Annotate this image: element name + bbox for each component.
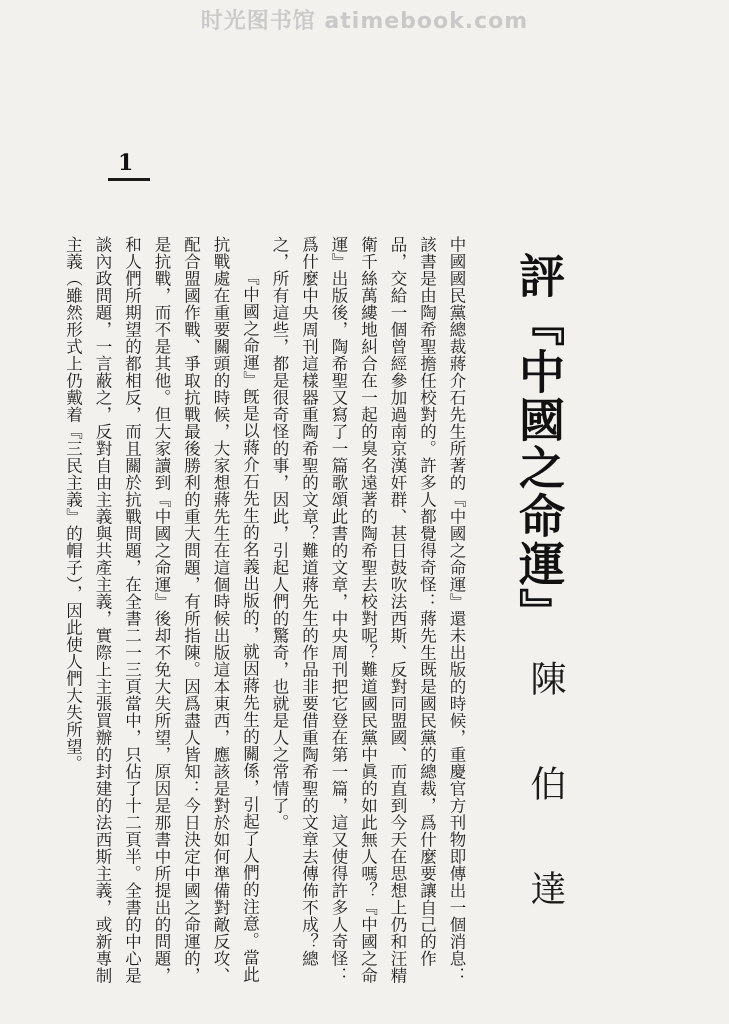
- article-author: 陳 伯 達: [525, 660, 566, 920]
- paragraph-2: 『中國之命運』旣是以蔣介石先生的名義出版的，就因蔣先生的關係，引起了人們的注意。當此抗戰處在重要關頭的時候，大家想蔣先生在這個時候出版這本東西，應該是對於如何準備對敵反攻、配合盟國作戰、爭取抗戰最後勝利的重大問題，有所指陳。因爲盡人皆知：今日決定中國之命運的，是抗戰，而不是其他。但大家讀到『中國之命運』後却不免大失所望，原因是那書中所提出的問題，和人們所期望的都相反，而且關於抗戰問題，在全書二一三頁當中，只佔了十二頁半。全書的中心是談內政問題，一言蔽之，反對自由主義與共產主義，實際上主張買辦的封建的法西斯主義，或新專制主義（雖然形式上仍戴着『三民主義』的帽子），因此使人們大失所望。: [63, 236, 260, 984]
- page-number-rule: [108, 178, 150, 181]
- page-number: 1: [118, 150, 134, 176]
- site-watermark: 时光图书馆 atimebook.com: [200, 9, 529, 34]
- paragraph-1: 中國國民黨總裁蔣介石先生所著的『中國之命運』還未出版的時候，重慶官方刊物即傳出一個消息：該書是由陶希聖擔任校對的。許多人都覺得奇怪：蔣先生既是國民黨的總裁，爲什麼要讓自己的作品，交給一個曾經參加過南京漢奸群、甚日鼓吹法西斯、反對同盟國、而直到今天在思想上仍和汪精衛千絲萬縷地糾合在一起的臭名遠著的陶希聖去校對呢？難道國民黨中眞的如此無人嗎？『中國之命運』出版後，陶希聖又寫了一篇歌頌此書的文章，中央周刊把它登在第一篇，這又使得許多人奇怪：爲什麼中央周刊這樣器重陶希聖的文章？難道蔣先生的作品非要借重陶希聖的文章去傳佈不成？總之，所有這些，都是很奇怪的事，因此，引起人們的驚奇，也就是人之常情了。: [270, 236, 466, 984]
- article-title: 評『中國之命運』: [512, 252, 566, 636]
- article-body: [58, 236, 471, 996]
